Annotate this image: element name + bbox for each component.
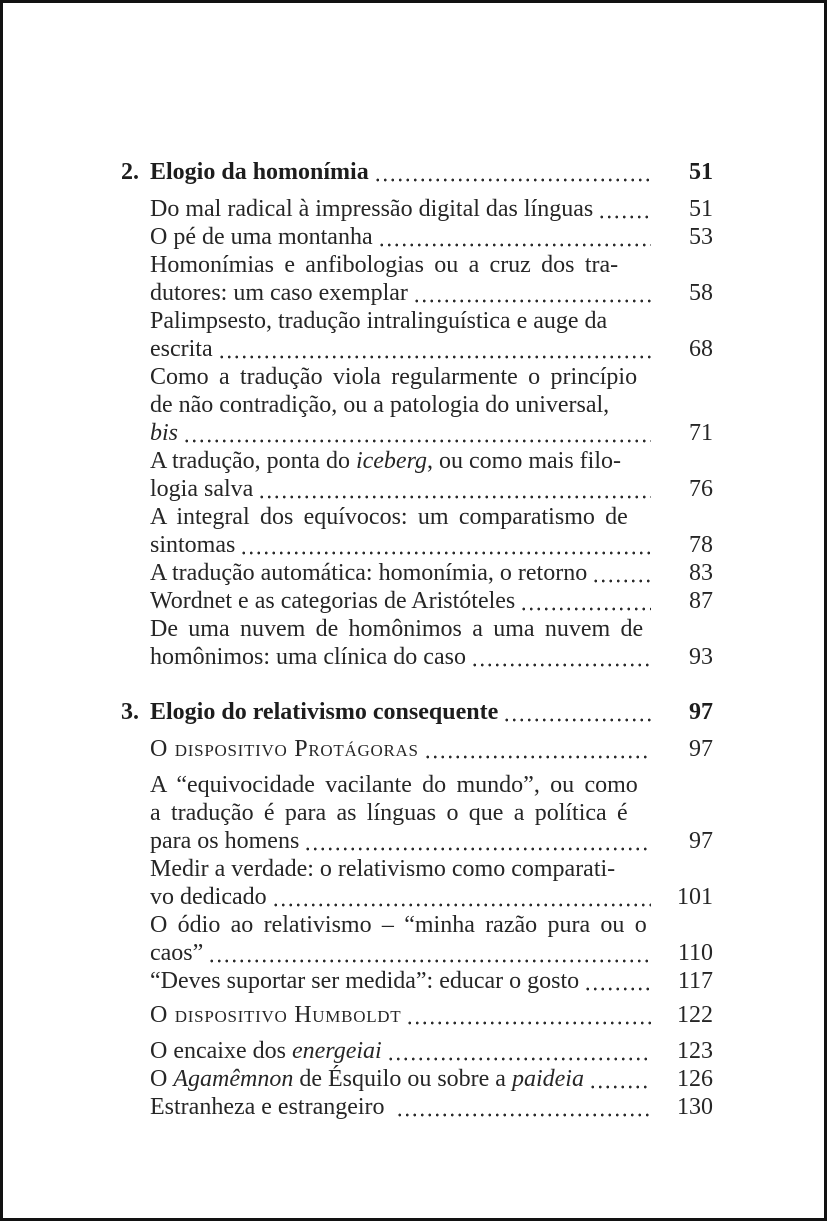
toc-row (121, 363, 713, 391)
toc-entry-text (150, 698, 498, 726)
toc-row (121, 939, 713, 967)
entry-text-segment: A “equivocidade vacilante do mundo”, ou como (150, 772, 638, 798)
page-number: 53 (689, 224, 713, 250)
page-number: 110 (677, 940, 713, 966)
toc-entry-text (150, 771, 638, 799)
toc-entry-text (150, 799, 628, 827)
toc-row (121, 1093, 713, 1121)
toc-row (121, 1001, 713, 1029)
toc-row (121, 223, 713, 251)
toc-entry-text (150, 195, 593, 223)
toc-row (121, 587, 713, 615)
toc-entry-text (150, 419, 178, 447)
toc-row (121, 698, 713, 726)
toc-entry-text (150, 967, 579, 995)
page-number: 97 (689, 736, 713, 762)
entry-text-italic: bis (150, 420, 179, 446)
page-number: 83 (689, 560, 713, 586)
dot-leader (396, 1113, 651, 1117)
dot-leader (208, 959, 651, 963)
entry-text-italic: paideia (511, 1066, 584, 1092)
toc-entry-text (150, 503, 628, 531)
toc-row (121, 279, 713, 307)
toc-entry-text (150, 559, 587, 587)
toc-entry-text (150, 531, 235, 559)
page-number: 68 (689, 336, 713, 362)
page-number: 51 (689, 196, 713, 222)
entry-text-segment: Estranheza e estrangeiro (150, 1094, 391, 1120)
entry-text-segment: O dispositivo Protágoras (150, 736, 419, 762)
toc-entry-text (150, 391, 609, 419)
toc-entry-text (150, 911, 647, 939)
toc-entry-text (150, 883, 267, 911)
toc-row (121, 735, 713, 763)
toc-row (121, 827, 713, 855)
toc-row (121, 419, 713, 447)
page-number: 101 (677, 884, 713, 910)
entry-text-segment: A tradução automática: homonímia, o retorno (150, 560, 588, 586)
entry-text-segment: para os homens (150, 828, 300, 854)
dot-leader (424, 755, 651, 759)
toc-entry-text (150, 1037, 382, 1065)
dot-leader (520, 607, 651, 611)
toc-row (121, 911, 713, 939)
toc-row (121, 251, 713, 279)
toc-row (121, 559, 713, 587)
toc-row (121, 531, 713, 559)
entry-text-segment: O encaixe dos (150, 1038, 292, 1064)
dot-leader (471, 663, 651, 667)
dot-leader (378, 243, 651, 247)
page-number: 58 (689, 280, 713, 306)
toc-entry-text (150, 1093, 391, 1121)
dot-leader (413, 299, 651, 303)
toc-row (121, 195, 713, 223)
page-number: 117 (677, 968, 713, 994)
dot-leader (304, 847, 651, 851)
entry-text-segment: “Deves suportar ser medida”: educar o gosto (150, 968, 580, 994)
table-of-contents (121, 158, 713, 1121)
dot-leader (584, 987, 651, 991)
toc-row (121, 1037, 713, 1065)
entry-text-segment: Homonímias e anfibologias ou a cruz dos tra- (150, 252, 619, 278)
entry-text-segment: escrita (150, 336, 213, 362)
entry-text-segment: O pé de uma montanha (150, 224, 373, 250)
toc-row (121, 447, 713, 475)
entry-text-segment: Do mal radical à impressão digital das línguas (150, 196, 594, 222)
page-number: 126 (677, 1066, 713, 1092)
toc-entry-text (150, 279, 408, 307)
toc-entry-text (150, 827, 299, 855)
entry-text-segment: Elogio da homonímia (150, 159, 369, 185)
entry-text-segment: O ódio ao relativismo – “minha razão pura ou o (150, 912, 647, 938)
page-number: 97 (689, 828, 713, 854)
toc-row (121, 967, 713, 995)
dot-leader (406, 1021, 651, 1025)
entry-text-segment: A tradução, ponta do (150, 448, 356, 474)
toc-entry-text (150, 615, 643, 643)
toc-entry-text (150, 643, 466, 671)
toc-row (121, 1065, 713, 1093)
entry-text-segment: A integral dos equívocos: um comparatismo de (150, 504, 628, 530)
chapter-number: 2. (121, 159, 139, 185)
entry-text-segment: , ou como mais filo- (427, 448, 621, 474)
entry-text-segment: Palimpsesto, tradução intralinguística e auge da (150, 308, 608, 334)
page-number: 78 (689, 532, 713, 558)
dot-leader (258, 495, 651, 499)
entry-text-segment: vo dedicado (150, 884, 267, 910)
entry-text-italic: energeiai (291, 1038, 382, 1064)
page-number: 122 (677, 1002, 713, 1028)
entry-text-segment: O dispositivo Humboldt (150, 1002, 402, 1028)
toc-row (121, 883, 713, 911)
page-number: 87 (689, 588, 713, 614)
chapter-number: 3. (121, 699, 139, 725)
dot-leader (240, 551, 651, 555)
entry-text-segment: dutores: um caso exemplar (150, 280, 408, 306)
entry-text-segment: Elogio do relativismo consequente (150, 699, 499, 725)
dot-leader (503, 718, 651, 722)
dot-leader (598, 215, 651, 219)
toc-entry-text (150, 939, 203, 967)
toc-row (121, 855, 713, 883)
toc-entry-text (150, 447, 621, 475)
entry-text-segment: caos” (150, 940, 204, 966)
page-number: 130 (677, 1094, 713, 1120)
toc-entry-text (150, 855, 615, 883)
entry-text-segment: de não contradição, ou a patologia do universal, (150, 392, 610, 418)
dot-leader (592, 579, 651, 583)
toc-entry-text (150, 363, 637, 391)
entry-text-segment: Medir a verdade: o relativismo como comparati- (150, 856, 616, 882)
toc-row (121, 503, 713, 531)
toc-entry-text (150, 1001, 401, 1029)
toc-row (121, 475, 713, 503)
page-number: 71 (689, 420, 713, 446)
entry-text-segment: De uma nuvem de homônimos a uma nuvem de (150, 616, 644, 642)
toc-row (121, 307, 713, 335)
entry-text-segment: sintomas (150, 532, 236, 558)
toc-entry-text (150, 158, 369, 186)
toc-entry-text (150, 251, 618, 279)
page-number: 93 (689, 644, 713, 670)
entry-text-italic: Agamêmnon (173, 1066, 294, 1092)
page-number: 97 (689, 699, 713, 725)
toc-row (121, 643, 713, 671)
page-number: 51 (689, 159, 713, 185)
entry-text-segment: Como a tradução viola regularmente o princípio (150, 364, 638, 390)
page-number: 123 (677, 1038, 713, 1064)
page-number: 76 (689, 476, 713, 502)
entry-text-segment: homônimos: uma clínica do caso (150, 644, 466, 670)
toc-row (121, 615, 713, 643)
toc-row (121, 391, 713, 419)
toc-entry-text (150, 587, 515, 615)
dot-leader (387, 1057, 651, 1061)
dot-leader (218, 355, 651, 359)
toc-entry-text (150, 335, 213, 363)
entry-text-segment: Wordnet e as categorias de Aristóteles (150, 588, 516, 614)
toc-row (121, 799, 713, 827)
dot-leader (589, 1085, 651, 1089)
dot-leader (272, 903, 651, 907)
toc-entry-text (150, 223, 373, 251)
toc-entry-text (150, 475, 253, 503)
entry-text-segment: O (150, 1066, 174, 1092)
toc-entry-text (150, 1065, 584, 1093)
entry-text-italic: iceberg (355, 448, 428, 474)
toc-entry-text (150, 735, 419, 763)
dot-leader (374, 178, 651, 182)
entry-text-segment: logia salva (150, 476, 254, 502)
toc-entry-text (150, 307, 607, 335)
toc-row (121, 158, 713, 186)
entry-text-segment: a tradução é para as línguas o que a política é (150, 800, 628, 826)
toc-row (121, 335, 713, 363)
toc-row (121, 771, 713, 799)
entry-text-segment: de Ésquilo ou sobre a (293, 1066, 512, 1092)
dot-leader (183, 439, 651, 443)
